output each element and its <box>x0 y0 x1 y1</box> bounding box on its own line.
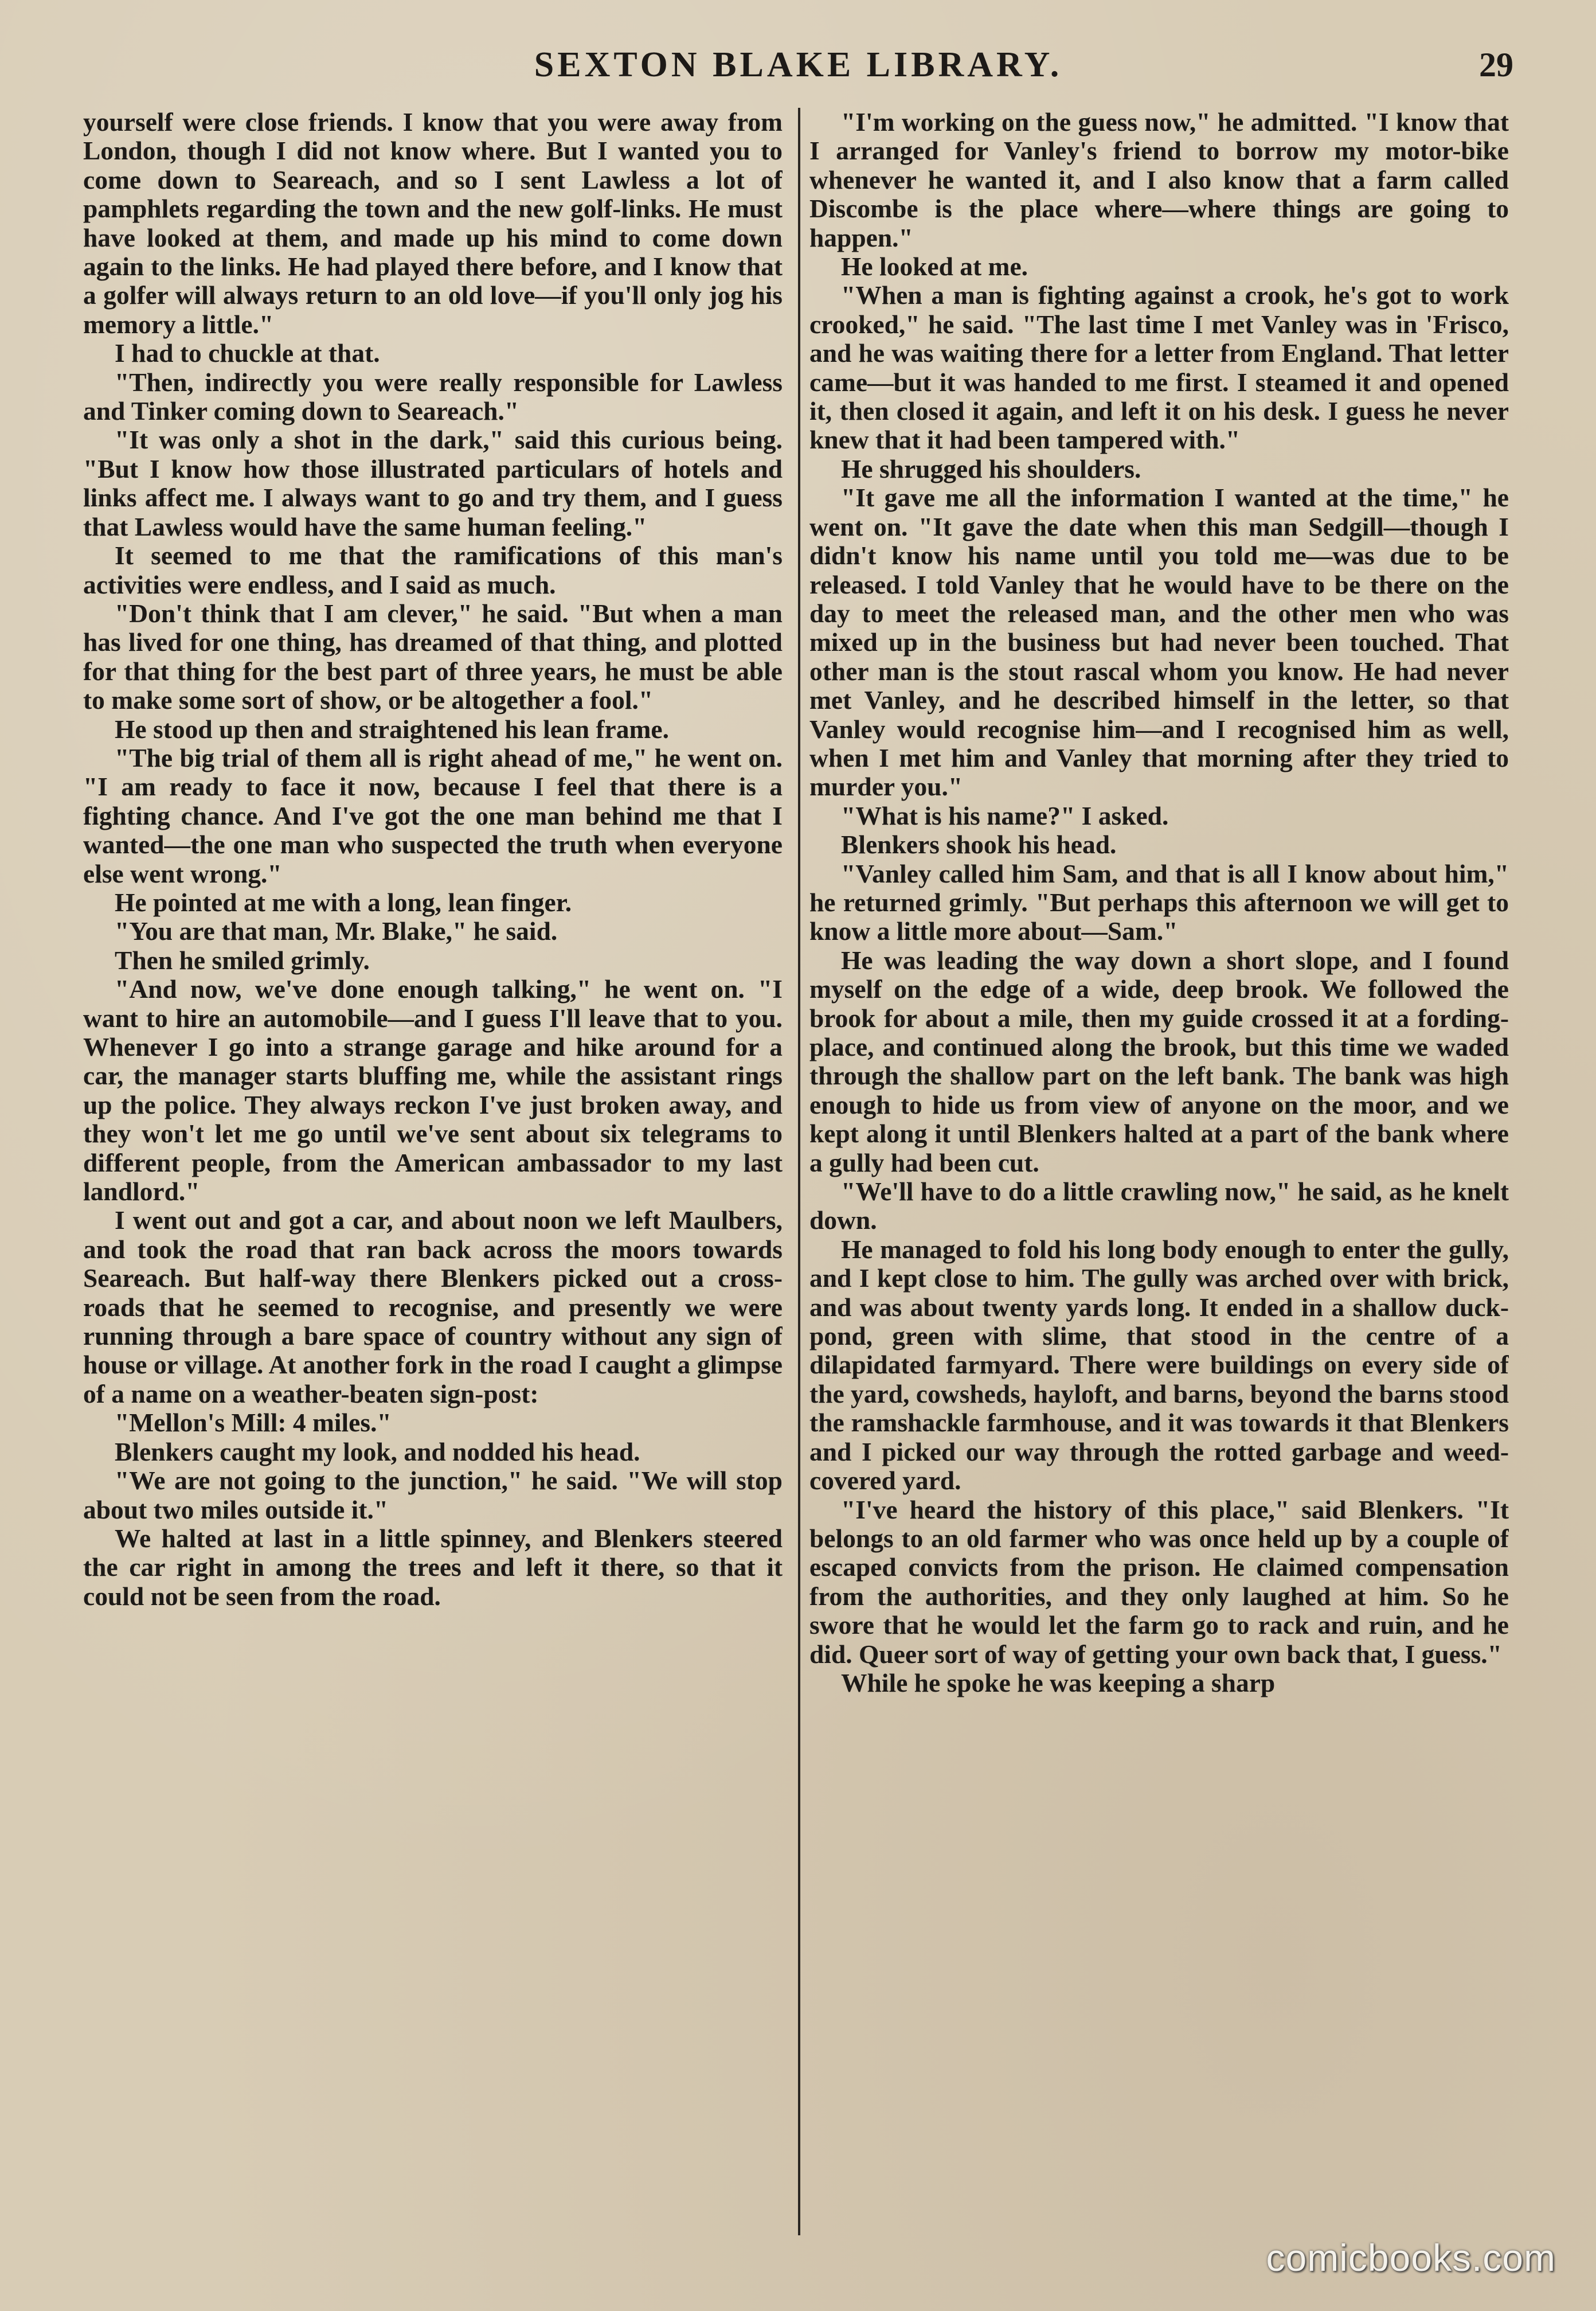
paragraph: "We are not going to the junction," he said. "We will stop about two miles outside it." <box>83 1466 783 1524</box>
header-title: SEXTON BLAKE LIBRARY. <box>534 45 1063 84</box>
paragraph: He pointed at me with a long, lean finger. <box>115 887 572 917</box>
paragraph: We halted at last in a little spinney, and Blenkers steered the car right in among the trees and left it there, so that it could not be seen from the road. <box>83 1523 783 1611</box>
watermark: comicbooks.com <box>1266 2236 1556 2279</box>
page-number: 29 <box>1479 46 1513 84</box>
paragraph: He looked at me. <box>841 252 1028 282</box>
paragraph: "You are that man, Mr. Blake," he said. <box>115 916 558 946</box>
paragraph: "And now, we've done enough talking," he went on. "I want to hire an automobile—and I guess I'll leave that to you. Whenever I go into a strange garage and hike around for a car, the manager starts bluffing me, while the assistant rings up the police. They always reckon I've just broken away, and they won't let me go until we've sent about six telegrams to different people, from the American ambassador to my last landlord." <box>83 974 783 1207</box>
paragraph: "We'll have to do a little crawling now," he said, as he knelt down. <box>809 1177 1509 1235</box>
paragraph: While he spoke he was keeping a sharp <box>841 1668 1276 1697</box>
right-column <box>809 108 1509 2230</box>
paragraph: Blenkers shook his head. <box>841 830 1117 860</box>
paragraph: "I've heard the history of this place," said Blenkers. "It belongs to an old farmer who was once held up by a couple of escaped convicts from the prison. He claimed compensation from the authorities, and they only laughed at him. So he swore that he would let the farm go to rack and ruin, and he did. Queer sort of way of getting your own back that, I guess." <box>809 1494 1509 1669</box>
paragraph: It seemed to me that the ramifications of this man's activities were endless, and I said as much. <box>83 541 783 599</box>
paragraph: "I'm working on the guess now," he admitted. "I know that I arranged for Vanley's friend to borrow my motor-bike whenever he wanted it, and I also know that a farm called Discombe is the place where—where things are going to happen." <box>809 108 1509 252</box>
paragraph: Blenkers caught my look, and nodded his head. <box>115 1436 640 1466</box>
paragraph: "Don't think that I am clever," he said. "But when a man has lived for one thing, has dreamed of that thing, and plotted for that thing for the best part of three years, he must be able to make some sort of show, or be altogether a fool." <box>83 598 783 715</box>
paragraph: "What is his name?" I asked. <box>841 801 1169 830</box>
left-column <box>83 108 783 2230</box>
paragraph: I had to chuckle at that. <box>115 338 380 368</box>
paragraph: I went out and got a car, and about noon we left Maulbers, and took the road that ran back across the moors towards Seareach. But half-way there Blenkers picked out a cross-roads that he seemed to recognise, and presently we were running through a bare space of country without any sign of house or village. At another fork in the road I caught a glimpse of a name on a weather-beaten sign-post: <box>83 1205 783 1408</box>
paragraph: He was leading the way down a short slope, and I found myself on the edge of a wide, deep brook. We followed the brook for about a mile, then my guide crossed it at a fording-place, and continued along the brook, but this time we waded through the shallow part on the left bank. The bank was high enough to hide us from view of anyone on the moor, and we kept along it until Blenkers halted at a part of the bank where a gully had been cut. <box>809 945 1509 1177</box>
paragraph: "It gave me all the information I wanted at the time," he went on. "It gave the date when this man Sedgill—though I didn't know his name until you told me—was due to be released. I told Vanley that he would have to be there on the day to meet the released man, and the other men who was mixed up in the business but had never been touched. That other man is the stout rascal whom you know. He had never met Vanley, and he described himself in the letter, so that Vanley would recognise him—and I recognised him as well, when I met him and Vanley that morning after they tried to murder you." <box>809 483 1509 802</box>
paragraph: Then he smiled grimly. <box>115 945 370 975</box>
paragraph: "Then, indirectly you were really responsible for Lawless and Tinker coming down to Seareach." <box>83 367 783 426</box>
paragraph: "The big trial of them all is right ahead of me," he went on. "I am ready to face it now, because I feel that there is a fighting chance. And I've got the one man behind me that I wanted—the one man who suspected the truth when everyone else went wrong." <box>83 743 783 888</box>
paragraph: "Vanley called him Sam, and that is all I know about him," he returned grimly. "But perhaps this afternoon we will get to know a little more about—Sam." <box>809 858 1509 946</box>
column-divider <box>798 108 800 2235</box>
paragraph: "When a man is fighting against a crook, he's got to work crooked," he said. "The last time I met Vanley was in 'Frisco, and he was waiting there for a letter from England. That letter came—but it was handed to me first. I steamed it and opened it, then closed it again, and left it on his desk. I guess he never knew that it had been tampered with." <box>809 280 1509 455</box>
paragraph: He stood up then and straightened his lean frame. <box>115 714 669 744</box>
paragraph: "It was only a shot in the dark," said this curious being. "But I know how those illustrated particulars of hotels and links affect me. I always want to go and try them, and I guess that Lawless would have the same human feeling." <box>83 425 783 541</box>
paragraph: "Mellon's Mill: 4 miles." <box>115 1408 392 1438</box>
paragraph: He shrugged his shoulders. <box>841 454 1141 483</box>
paragraph: yourself were close friends. I know that you were away from London, though I did not know where. But I wanted you to come down to Seareach, and so I sent Lawless a lot of pamphlets regarding the town and the new golf-links. He must have looked at them, and made up his mind to come down again to the links. He had played there before, and I know that a golfer will always return to an old love—if you'll only jog his memory a little." <box>83 108 783 339</box>
paragraph: He managed to fold his long body enough to enter the gully, and I kept close to him. The gully was arched over with brick, and was about twenty yards long. It ended in a shallow duck-pond, green with slime, that stood in the centre of a dilapidated farmyard. There were buildings on every side of the yard, cowsheds, hayloft, and barns, beyond the barns stood the ramshackle farmhouse, and it was towards it that Blenkers and I picked our way through the rotted garbage and weed-covered yard. <box>809 1234 1509 1496</box>
running-header <box>83 39 1513 91</box>
